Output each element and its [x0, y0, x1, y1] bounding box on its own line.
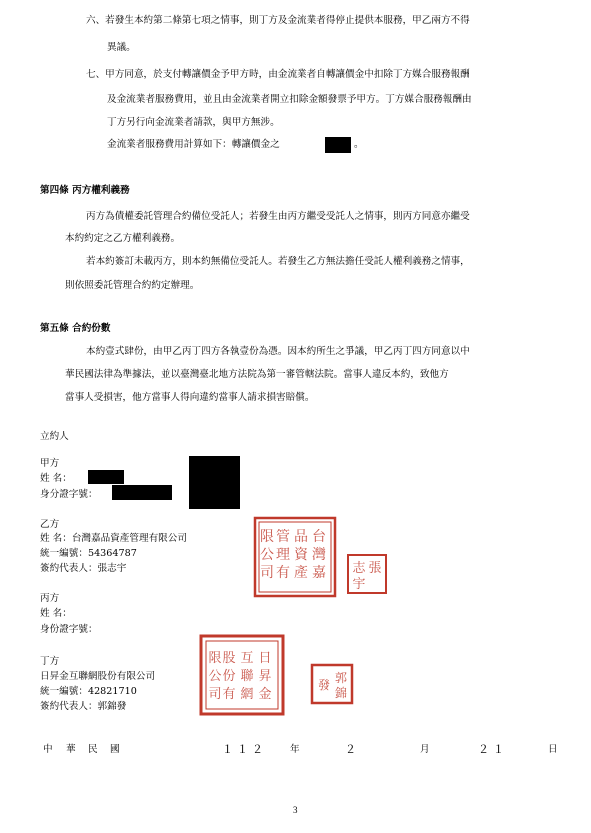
svg-text:志: 志 [352, 561, 366, 576]
clause4-p1-line2: 本約約定之乙方權利義務。 [65, 233, 181, 244]
party-b-name-line: 姓 名：台灣嘉品資產管理有限公司 [40, 533, 187, 544]
personal-seal-party-d [310, 663, 354, 705]
clause3-item7-line1: 七、甲方同意，於支付轉讓價金予甲方時，由金流業者自轉讓價金中扣除丁方媒合服務報酬 [86, 69, 470, 80]
svg-text:品: 品 [294, 529, 308, 545]
date-era-char-2: 華 [66, 744, 76, 755]
svg-text:公: 公 [208, 669, 222, 684]
svg-text:金: 金 [258, 687, 272, 702]
clause3-item7-line2: 及金流業者服務費用，並且由金流業者開立扣除金額發票予甲方。丁方媒合服務報酬由 [107, 94, 472, 105]
svg-text:日: 日 [258, 651, 272, 666]
svg-text:份: 份 [222, 669, 236, 684]
signatories-header: 立約人 [40, 431, 69, 442]
date-era-char-1: 中 [43, 744, 53, 755]
svg-text:管: 管 [276, 529, 290, 545]
date-month-unit: 月 [420, 744, 430, 755]
clause5-line2: 華民國法律為準據法，並以臺灣臺北地方法院為第一審管轄法院。當事人違反本約，致他方 [65, 369, 449, 380]
party-b-rep-line: 簽約代表人：張志宇 [40, 563, 127, 574]
clause5-line3: 當事人受損害，他方當事人得向違約當事人請求損害賠償。 [65, 392, 315, 403]
date-year: １１２ [222, 743, 267, 756]
svg-text:宇: 宇 [352, 577, 366, 592]
redaction-fee-rate [325, 137, 351, 153]
party-c-id-label: 身份證字號： [40, 624, 98, 635]
svg-text:司: 司 [208, 687, 222, 702]
clause3-item7-line3: 丁方另行向金流業者請款，與甲方無涉。 [107, 117, 280, 128]
svg-text:司: 司 [260, 565, 274, 581]
clause5-line1: 本約壹式肆份，由甲乙丙丁四方各執壹份為憑。因本約所生之爭議，甲乙丙丁四方同意以中 [86, 346, 470, 357]
party-c-label: 丙方 [40, 593, 60, 604]
svg-text:理: 理 [276, 547, 290, 563]
clause4-p1-line1: 丙方為債權委託管理合約備位受託人；若發生由丙方繼受受託人之情事，則丙方同意亦繼受 [86, 211, 470, 222]
party-a-label: 甲方 [40, 458, 60, 469]
svg-text:公: 公 [260, 547, 274, 563]
svg-text:有: 有 [276, 565, 290, 581]
party-d-company-line: 日昇金互聯網股份有限公司 [40, 671, 156, 682]
svg-text:錦: 錦 [334, 686, 348, 700]
party-a-name-label: 姓 名： [40, 473, 72, 484]
party-a-id-label: 身分證字號： [40, 489, 98, 500]
svg-text:限: 限 [260, 529, 274, 545]
page-number: 3 [293, 805, 298, 815]
fee-calculation-line: 金流業者服務費用計算如下：轉讓價金之 [107, 139, 280, 150]
svg-text:台: 台 [312, 529, 326, 545]
redaction-party-a-name [88, 470, 124, 484]
svg-text:郭: 郭 [334, 671, 348, 685]
clause4-p2-line1: 若本約簽訂未載丙方，則本約無備位受託人。若發生乙方無法擔任受託人權利義務之情事， [86, 256, 470, 267]
svg-text:聯: 聯 [240, 669, 254, 684]
fee-calculation-end: 。 [354, 139, 364, 150]
date-era-char-3: 民 [88, 744, 98, 755]
svg-text:嘉: 嘉 [312, 565, 326, 581]
svg-text:網: 網 [240, 687, 254, 702]
redaction-party-a-id [112, 485, 172, 500]
party-d-label: 丁方 [40, 656, 60, 667]
clause3-item6-line1: 六、若發生本約第二條第七項之情事，則丁方及金流業者得停止提供本服務，甲乙兩方不得 [86, 15, 470, 26]
clause3-item6-line2: 異議。 [107, 42, 136, 53]
personal-seal-party-b [346, 553, 388, 595]
party-c-name-label: 姓 名： [40, 608, 72, 619]
company-seal-party-b [253, 516, 337, 598]
date-year-unit: 年 [290, 744, 300, 755]
svg-text:發: 發 [317, 678, 331, 692]
svg-text:昇: 昇 [258, 669, 272, 684]
svg-text:灣: 灣 [312, 547, 326, 563]
svg-text:限: 限 [208, 651, 222, 666]
party-d-tax-id-line: 統一編號：42821710 [40, 686, 137, 697]
svg-text:張: 張 [368, 561, 382, 576]
svg-text:互: 互 [240, 651, 254, 666]
party-d-rep-line: 簽約代表人：郭錦發 [40, 701, 127, 712]
party-b-label: 乙方 [40, 519, 60, 530]
company-seal-party-d [199, 634, 285, 716]
svg-text:資: 資 [294, 547, 308, 563]
date-month: ２ [345, 743, 356, 756]
svg-text:產: 產 [294, 565, 308, 581]
date-day: ２１ [478, 743, 508, 756]
svg-text:股: 股 [222, 651, 236, 666]
clause4-title: 第四條 丙方權利義務 [40, 185, 130, 196]
svg-text:有: 有 [222, 687, 236, 702]
date-era-char-4: 國 [110, 744, 120, 755]
clause5-title: 第五條 合約份數 [40, 323, 111, 334]
clause4-p2-line2: 則依照委託管理合約約定辦理。 [65, 280, 200, 291]
date-day-unit: 日 [548, 744, 558, 755]
redaction-party-a-seal [189, 456, 240, 509]
party-b-tax-id-line: 統一編號：54364787 [40, 548, 137, 559]
